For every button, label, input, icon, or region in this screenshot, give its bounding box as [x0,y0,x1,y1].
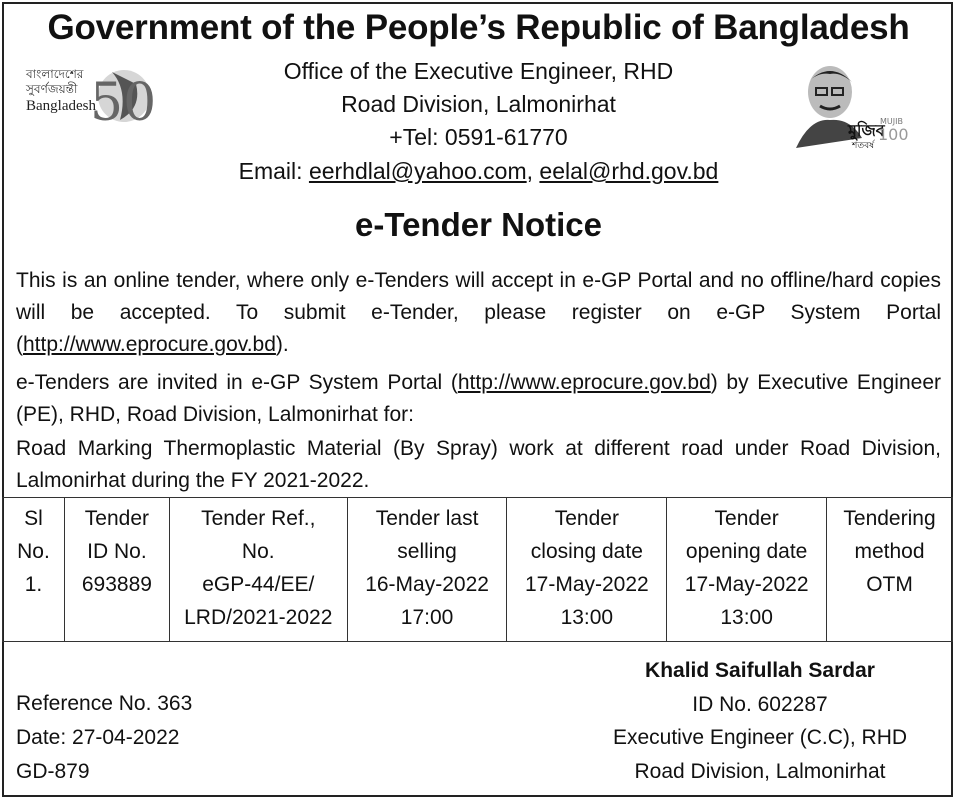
value-line2: 13:00 [560,606,614,629]
division-name: Road Division, Lalmonirhat [341,91,616,117]
header-line2: No. [17,540,50,563]
header-line2: ID No. [87,540,147,563]
signer-name: Khalid Saifullah Sardar [645,659,875,682]
value-line2: 17:00 [400,606,454,629]
table-cell-last-selling [347,498,507,642]
header-line2: selling [397,540,457,563]
value-line2: LRD/2021-2022 [184,606,333,629]
table-cell-sl [3,498,65,642]
eprocure-link-1[interactable]: http://www.eprocure.gov.bd [23,333,276,356]
email-line [0,158,957,185]
header-line1: Tender last [375,507,479,530]
gd-number: GD-879 [16,760,90,783]
header-line2: opening date [685,540,808,563]
value-line1: 17-May-2022 [524,573,649,596]
header-line1: Tender [554,507,619,530]
value-line1: eGP-44/EE/ [202,573,315,596]
email-link-yahoo[interactable]: eerhdlal@yahoo.com [308,158,527,184]
shatabarsha-text: শতবর্ষ [852,141,875,151]
signer-office: Road Division, Lalmonirhat [634,760,886,783]
mujib-latin-text: MUJIB [880,117,903,126]
value-line1: 1. [24,573,43,596]
reference-number: Reference No. 363 [16,692,193,715]
jubilee-number: 50 [90,73,157,133]
government-title: Government of the People’s Republic of Bangladesh [47,8,910,47]
table-cell-tender-ref [169,498,347,642]
jubilee-line1: বাংলাদেশের [26,67,84,81]
jubilee-line2: সুবর্ণজয়ন্তী [26,82,78,96]
notice-date: Date: 27-04-2022 [16,726,180,749]
notice-title: e-Tender Notice [355,206,602,243]
table-cell-closing-date [507,498,667,642]
header-line1: Tendering [843,507,936,530]
email-link-rhd[interactable]: eelal@rhd.gov.bd [539,158,719,184]
jubilee-logo-icon [24,62,164,142]
p1-text-b: ). [275,333,289,356]
centenary-number: 100 [878,125,909,144]
header-line2: method [854,540,925,563]
golden-jubilee-logo [24,62,164,142]
jubilee-line3: Bangladesh [26,98,96,114]
paragraph-online-tender [16,265,941,361]
email-separator: , [526,158,540,184]
header-line1: Tender Ref., [201,507,316,530]
email-label: Email: [238,158,309,184]
value-line1: 693889 [81,573,152,596]
telephone: +Tel: 0591-61770 [389,124,568,150]
value-line1: OTM [866,573,913,596]
table-cell-method [827,498,953,642]
tender-table [2,497,953,642]
header-line2: No. [241,540,275,563]
paragraph-invitation [16,367,941,431]
p2-text-a: e-Tenders are invited in e-GP System Portal ( [16,371,458,394]
office-name: Office of the Executive Engineer, RHD [283,58,674,84]
table-cell-tender-id [64,498,169,642]
signer-id: ID No. 602287 [692,693,828,716]
header-line2: closing date [530,540,643,563]
p1-text-a: This is an online tender, where only e-Tenders will accept in e-GP Portal and no offline/hard copies will be accepted. To submit e-Tender, please register on e-GP System Portal ( [16,269,941,356]
mujib-portrait-icon [790,60,909,151]
p2-text-b: ) by Executive Engineer (PE), RHD, Road Division, Lalmonirhat for: [16,371,941,426]
header-line1: Tender [714,507,779,530]
paragraph-work-description: Road Marking Thermoplastic Material (By Spray) work at different road under Road Division, Lalmonirhat during the FY 2021-2022. [16,437,941,492]
mujib-text: মুজিব [848,121,885,140]
header-line1: Sl [24,507,43,530]
value-line2: 13:00 [720,606,773,629]
value-line1: 17-May-2022 [684,573,809,596]
table-cell-opening-date [667,498,827,642]
table-row [3,498,953,642]
eprocure-link-2[interactable]: http://www.eprocure.gov.bd [457,371,711,394]
header-line1: Tender [84,507,149,530]
value-line1: 16-May-2022 [365,573,489,596]
mujib-centenary-logo [790,60,909,151]
signer-title: Executive Engineer (C.C), RHD [612,726,908,749]
